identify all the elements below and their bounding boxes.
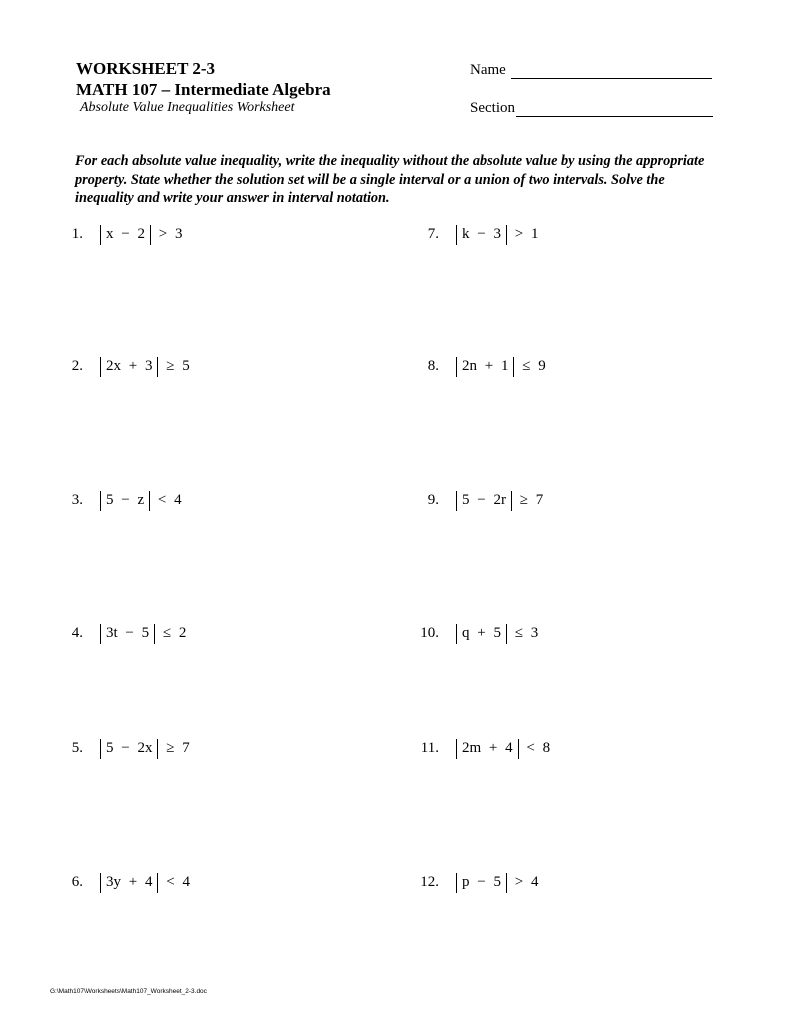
inequality-value: 3 (530, 625, 539, 641)
inequality (100, 624, 186, 644)
inequality-value: 4 (182, 874, 190, 890)
problem-number: 11. (420, 740, 439, 756)
inequality (456, 624, 538, 644)
problem-number: 3. (71, 492, 83, 508)
absolute-value-expression: 2x + 3 (100, 357, 158, 377)
inequality (100, 225, 182, 245)
absolute-value-expression: 5 − 2x (100, 739, 158, 759)
inequality-value: 9 (538, 358, 546, 374)
inequality-value: 1 (530, 226, 539, 242)
problem-number: 1. (71, 226, 83, 242)
inequality-relation: ≤ (522, 358, 531, 374)
name-field[interactable] (470, 61, 712, 79)
problem-item (410, 357, 546, 377)
inequality-relation: < (157, 492, 167, 508)
course-title: MATH 107 – Intermediate Algebra (76, 80, 331, 99)
inequality (100, 873, 190, 893)
problem-item (410, 739, 550, 759)
problem-item (410, 624, 538, 644)
absolute-value-expression: x − 2 (100, 225, 151, 245)
problem-number: 12. (420, 874, 439, 890)
absolute-value-expression: 3y + 4 (100, 873, 158, 893)
inequality-value: 7 (182, 740, 190, 756)
inequality-relation: ≥ (166, 358, 175, 374)
absolute-value-expression: q + 5 (456, 624, 507, 644)
absolute-value-expression: 2n + 1 (456, 357, 514, 377)
inequality-value: 7 (535, 492, 544, 508)
inequality (456, 357, 546, 377)
inequality (456, 739, 550, 759)
inequality-value: 8 (542, 740, 551, 756)
problem-number: 6. (71, 874, 83, 890)
problem-item (62, 491, 182, 511)
inequality-relation: > (158, 226, 168, 242)
inequality-value: 5 (182, 358, 190, 374)
worksheet-subtitle: Absolute Value Inequalities Worksheet (80, 100, 295, 115)
inequality-value: 2 (178, 625, 187, 641)
problem-item (62, 739, 190, 759)
problem-number: 5. (71, 740, 83, 756)
problem-item (410, 491, 543, 511)
absolute-value-expression: p − 5 (456, 873, 507, 893)
inequality-value: 4 (174, 492, 182, 508)
worksheet-title: WORKSHEET 2-3 (76, 59, 216, 78)
problem-number: 7. (427, 226, 439, 242)
inequality (456, 873, 538, 893)
inequality (456, 225, 538, 245)
absolute-value-expression: 5 − 2r (456, 491, 512, 511)
inequality-relation: < (526, 740, 535, 756)
absolute-value-expression: 5 − z (100, 491, 150, 511)
instructions-paragraph: For each absolute value inequality, write the inequality without the absolute value by using the appropriate property. State whether the solution set will be a single interval or a union of two intervals. Solve the inequality and write your answer in interval notation. (75, 153, 705, 206)
inequality-relation: ≤ (162, 625, 172, 641)
problem-item (410, 225, 538, 245)
inequality-relation: ≥ (166, 740, 175, 756)
problem-item (62, 225, 182, 245)
problem-number: 8. (427, 358, 439, 374)
inequality (100, 491, 182, 511)
file-path-footer: G:\Math107\Worksheets\Math107_Worksheet_2-3.doc (50, 988, 207, 995)
inequality-relation: ≤ (514, 625, 523, 641)
problem-item (410, 873, 538, 893)
absolute-value-expression: 2m + 4 (456, 739, 519, 759)
problem-number: 10. (420, 625, 439, 641)
name-blank-line[interactable] (511, 64, 712, 79)
inequality-value: 4 (530, 874, 539, 890)
problem-number: 4. (71, 625, 83, 641)
inequality-relation: < (166, 874, 175, 890)
problem-item (62, 873, 190, 893)
inequality-relation: ≥ (519, 492, 528, 508)
inequality-value: 3 (174, 226, 183, 242)
inequality (100, 739, 190, 759)
name-label: Name (470, 62, 506, 78)
problem-item (62, 357, 190, 377)
section-blank-line[interactable] (516, 102, 713, 117)
section-field[interactable] (470, 99, 713, 117)
inequality-relation: > (514, 226, 524, 242)
inequality (100, 357, 190, 377)
problem-number: 2. (71, 358, 83, 374)
section-label: Section (470, 100, 515, 116)
absolute-value-expression: k − 3 (456, 225, 507, 245)
inequality (456, 491, 543, 511)
inequality-relation: > (514, 874, 524, 890)
problem-number: 9. (427, 492, 439, 508)
problem-item (62, 624, 186, 644)
absolute-value-expression: 3t − 5 (100, 624, 155, 644)
